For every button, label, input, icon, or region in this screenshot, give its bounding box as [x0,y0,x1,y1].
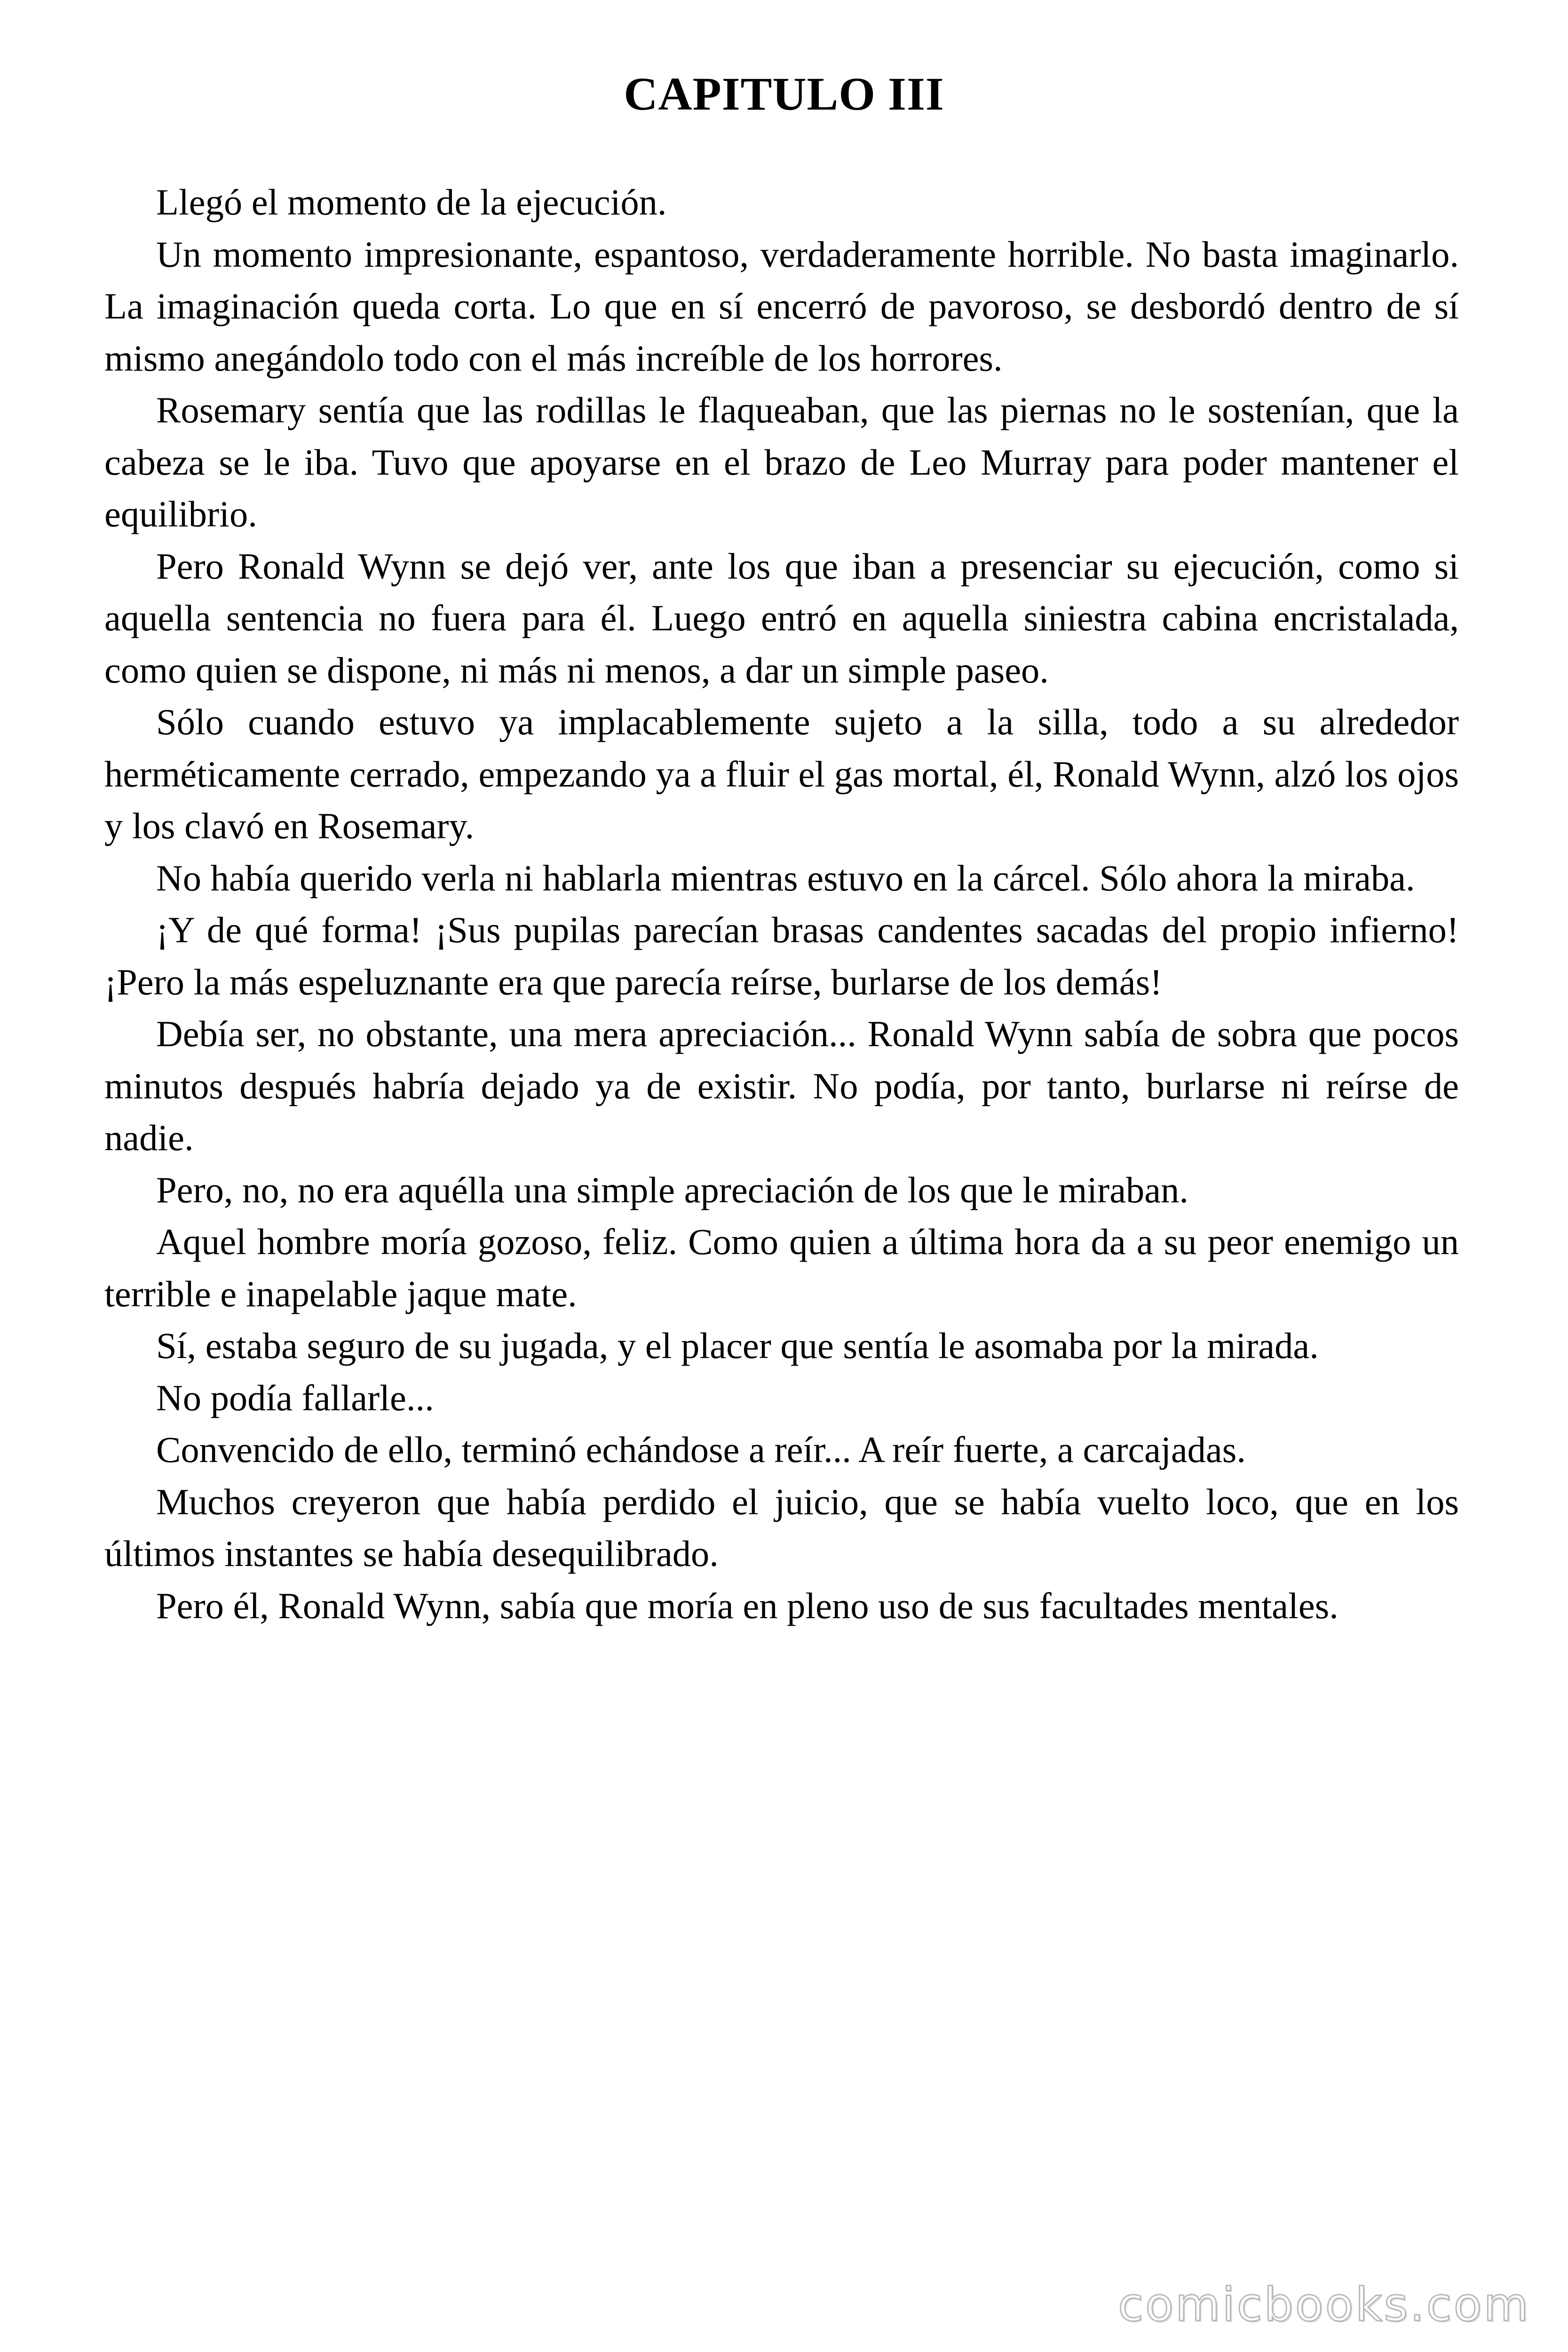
paragraph: Rosemary sentía que las rodillas le flaqueaban, que las piernas no le sostenían, que la cabeza se le iba. Tuvo que apoyarse en el brazo de Leo Murray para poder mantener el equilibrio. [104,389,1459,534]
chapter-body [104,176,1459,1632]
paragraph: Muchos creyeron que había perdido el juicio, que se había vuelto loco, que en los últimos instantes se había desequilibrado. [104,1481,1459,1574]
site-watermark: comicbooks.com [1118,2278,1530,2332]
paragraph: Convencido de ello, terminó echándose a reír... A reír fuerte, a carcajadas. [156,1429,1246,1470]
paragraph: Llegó el momento de la ejecución. [156,182,667,222]
paragraph: Sólo cuando estuvo ya implacablemente sujeto a la silla, todo a su alrededor herméticamente cerrado, empezando ya a fluir el gas mortal, él, Ronald Wynn, alzó los ojos y los clavó en Rosemary. [104,701,1459,846]
paragraph: Un momento impresionante, espantoso, verdaderamente horrible. No basta imaginarlo. La imaginación queda corta. Lo que en sí encerró de pavoroso, se desbordó dentro de sí mismo anegándolo todo con el más increíble de los horrores. [104,233,1459,379]
paragraph: Sí, estaba seguro de su jugada, y el placer que sentía le asomaba por la mirada. [156,1325,1319,1366]
chapter-title: CAPITULO III [624,68,944,120]
paragraph: Aquel hombre moría gozoso, feliz. Como quien a última hora da a su peor enemigo un terrible e inapelable jaque mate. [104,1221,1459,1314]
paragraph: Debía ser, no obstante, una mera apreciación... Ronald Wynn sabía de sobra que pocos minutos después habría dejado ya de existir. No podía, por tanto, burlarse ni reírse de nadie. [104,1013,1459,1158]
paragraph: No había querido verla ni hablarla mientras estuvo en la cárcel. Sólo ahora la miraba. [156,857,1415,898]
paragraph: Pero él, Ronald Wynn, sabía que moría en pleno uso de sus facultades mentales. [156,1585,1338,1626]
paragraph: Pero, no, no era aquélla una simple apreciación de los que le miraban. [156,1169,1189,1210]
paragraph: No podía fallarle... [156,1377,434,1418]
paragraph: Pero Ronald Wynn se dejó ver, ante los que iban a presenciar su ejecución, como si aquella sentencia no fuera para él. Luego entró en aquella siniestra cabina encristalada, como quien se dispone, ni más ni menos, a dar un simple paseo. [104,545,1459,691]
paragraph: ¡Y de qué forma! ¡Sus pupilas parecían brasas candentes sacadas del propio infierno! ¡Pero la más espeluznante era que parecía reírse, burlarse de los demás! [104,909,1459,1002]
